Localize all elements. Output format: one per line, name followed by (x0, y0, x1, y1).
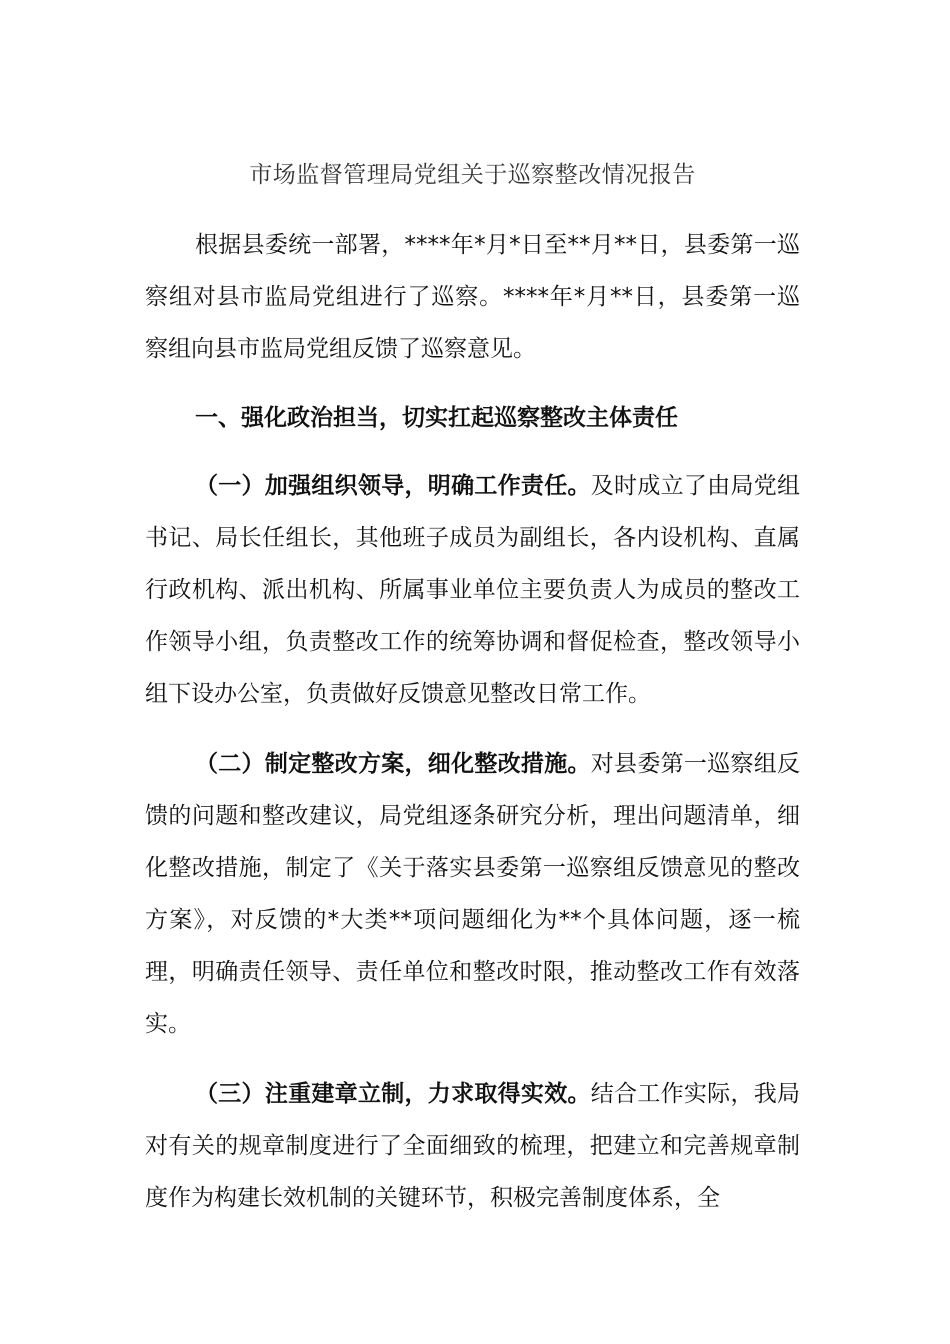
document-title: 市场监督管理局党组关于巡察整改情况报告 (249, 162, 696, 188)
item-paragraph-2 (145, 738, 800, 1050)
intro-paragraph: 根据县委统一部署，****年*月*日至**月**日，县委第一巡察组对县市监局党组进行了巡察。****年*月**日，县委第一巡察组向县市监局党组反馈了巡察意见。 (145, 232, 800, 362)
item-paragraph-1 (145, 460, 800, 720)
section-heading-1: 一、强化政治担当，切实扛起巡察整改主体责任 (195, 405, 678, 431)
item-lead-2: （二）制定整改方案，细化整改措施。 (195, 751, 591, 777)
item-lead-3: （三）注重建章立制，力求取得实效。 (195, 1081, 591, 1107)
item-lead-1: （一）加强组织领导，明确工作责任。 (195, 473, 591, 499)
item-body-1: 及时成立了由局党组书记、局长任组长，其他班子成员为副组长，各内设机构、直属行政机构、派出机构、所属事业单位主要负责人为成员的整改工作领导小组，负责整改工作的统筹协调和督促检查，整改领导小组下设办公室，负责做好反馈意见整改日常工作。 (145, 473, 801, 707)
item-body-3: 结合工作实际，我局对有关的规章制度进行了全面细致的梳理，把建立和完善规章制度作为构建长效机制的关键环节，积极完善制度体系，全 (145, 1081, 801, 1211)
item-paragraph-3 (145, 1068, 800, 1224)
item-body-2: 对县委第一巡察组反馈的问题和整改建议，局党组逐条研究分析，理出问题清单，细化整改措施，制定了《关于落实县委第一巡察组反馈意见的整改方案》，对反馈的*大类**项问题细化为**个具体问题，逐一梳理，明确责任领导、责任单位和整改时限，推动整改工作有效落实。 (145, 751, 801, 1037)
